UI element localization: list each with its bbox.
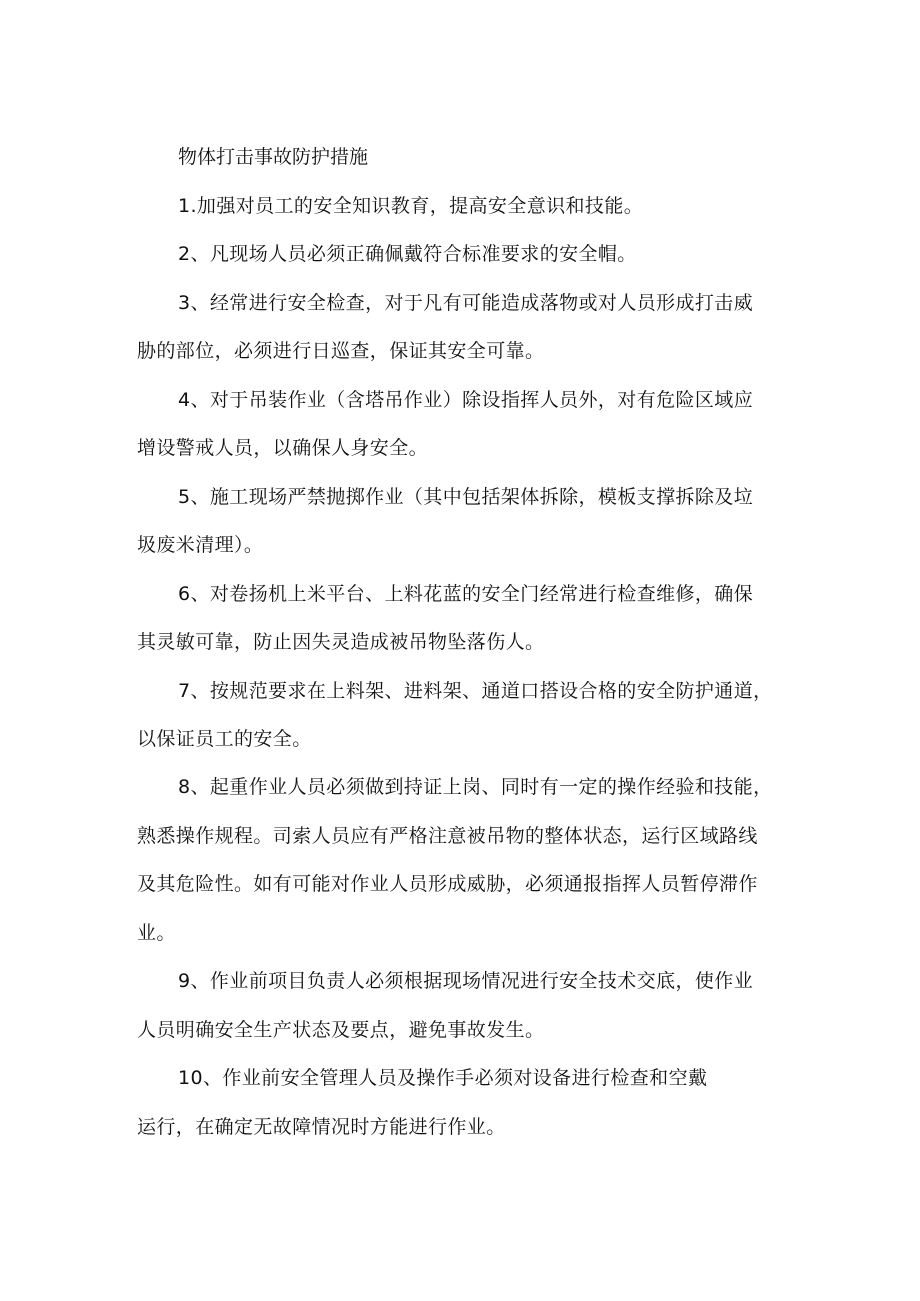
- item-7-line-1: 7、按规范要求在上料架、进料架、通道口搭设合格的安全防护通道，: [178, 680, 773, 702]
- item-7-line-2: 以保证员工的安全。: [137, 728, 312, 750]
- item-6-line-1: 6、对卷扬机上米平台、上料花蓝的安全门经常进行检查维修，确保: [178, 583, 754, 605]
- item-4-line-1: 4、对于吊装作业（含塔吊作业）除设指挥人员外，对有危险区域应: [178, 389, 754, 411]
- item-10-line-1: 10、作业前安全管理人员及操作手必须对设备进行检查和空戴: [178, 1067, 708, 1089]
- item-5-line-2: 圾废米清理）。: [137, 534, 264, 556]
- item-3-line-1: 3、经常进行安全检查，对于凡有可能造成落物或对人员形成打击威: [178, 292, 754, 314]
- item-3-line-2: 胁的部位，必须进行日巡查，保证其安全可靠。: [137, 340, 545, 362]
- item-8-line-3: 及其危险性。如有可能对作业人员形成威胁，必须通报指挥人员暂停滞作: [137, 873, 758, 895]
- item-9-line-1: 9、作业前项目负责人必须根据现场情况进行安全技术交底，使作业: [178, 970, 754, 992]
- item-2-line-1: 2、凡现场人员必须正确佩戴符合标准要求的安全帽。: [178, 243, 637, 265]
- item-4-line-2: 增设警戒人员，以确保人身安全。: [137, 437, 429, 459]
- item-6-line-2: 其灵敏可靠，防止因失灵造成被吊物坠落伤人。: [137, 631, 545, 653]
- document-title: 物体打击事故防护措施: [178, 146, 369, 168]
- item-9-line-2: 人员明确安全生产状态及要点，避免事故发生。: [137, 1019, 545, 1041]
- item-8-line-2: 熟悉操作规程。司索人员应有严格注意被吊物的整体状态，运行区域路线: [137, 825, 758, 847]
- item-8-line-1: 8、起重作业人员必须做到持证上岗、同时有一定的操作经验和技能，: [178, 776, 773, 798]
- item-8-line-4: 业。: [137, 922, 176, 944]
- item-5-line-1: 5、施工现场严禁抛掷作业（其中包括架体拆除，模板支撑拆除及垃: [178, 486, 754, 508]
- item-1-line-1: 1.加强对员工的安全知识教育，提高安全意识和技能。: [178, 195, 644, 217]
- item-10-line-2: 运行，在确定无故障情况时方能进行作业。: [137, 1116, 506, 1138]
